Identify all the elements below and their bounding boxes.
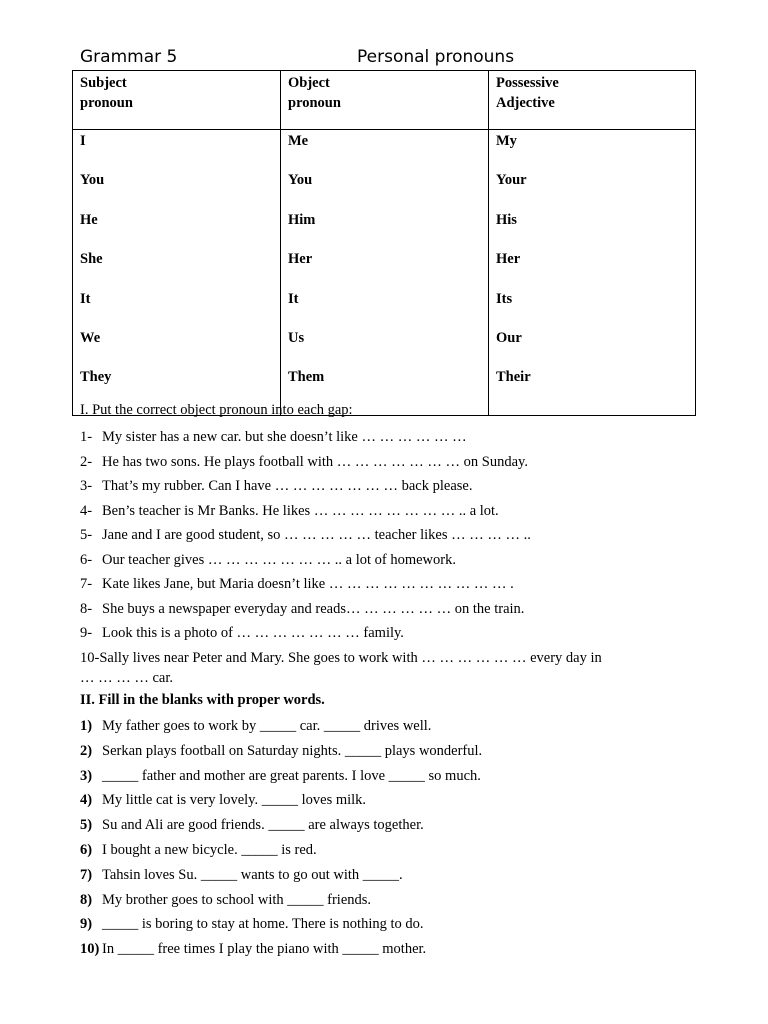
list-item	[80, 890, 700, 915]
table-cell: They	[80, 369, 112, 386]
item-text: Look this is a photo of … … … … … … … family.	[102, 625, 404, 641]
table-cell: We	[80, 329, 101, 346]
item-10-line-1: 10-Sally lives near Peter and Mary. She goes to work with … … … … … … every day in	[80, 649, 602, 666]
list-item	[80, 427, 700, 452]
item-number: 7-	[80, 576, 93, 592]
item-text: In _____ free times I play the piano with _____ mother.	[102, 941, 427, 958]
item-10-line-2: … … … … car.	[80, 669, 174, 686]
table-body-row	[73, 130, 696, 416]
item-number: 6-	[80, 551, 93, 568]
table-cell: He	[80, 211, 98, 228]
item-text: _____ father and mother are great parents. I love _____ so much.	[102, 767, 481, 784]
exercise2-list	[80, 716, 700, 964]
list-item	[80, 574, 700, 599]
list-item	[80, 939, 700, 964]
table-cell: Her	[496, 251, 521, 268]
table-cell: Us	[288, 329, 305, 346]
item-text: Serkan plays football on Saturday nights. _____ plays wonderful.	[102, 742, 483, 759]
item-text: My sister has a new car. but she doesn’t like … … … … … …	[102, 429, 467, 445]
item-number: 3-	[80, 478, 93, 494]
list-item	[80, 525, 700, 550]
list-item	[80, 914, 700, 939]
list-item	[80, 476, 700, 501]
table-cell: Our	[496, 329, 522, 346]
item-text: That’s my rubber. Can I have … … … … … … … back please.	[102, 478, 473, 494]
item-number: 5)	[80, 817, 93, 834]
item-text: She buys a newspaper everyday and reads… … … … … … on the train.	[102, 600, 525, 617]
list-item	[80, 716, 700, 741]
item-number: 2)	[80, 742, 93, 759]
worksheet-title: Personal pronouns	[357, 47, 515, 67]
list-item	[80, 815, 700, 840]
item-number: 1)	[80, 718, 93, 734]
subject-pronoun-column	[73, 130, 281, 416]
item-text: Tahsin loves Su. _____ wants to go out with _____.	[102, 866, 403, 883]
table-cell: Him	[288, 211, 316, 228]
table-cell: Them	[288, 369, 325, 386]
item-text	[80, 648, 678, 688]
item-text: He has two sons. He plays football with … … … … … … … on Sunday.	[102, 453, 528, 470]
item-number: 8-	[80, 600, 93, 617]
item-text: Su and Ali are good friends. _____ are always together.	[102, 817, 424, 834]
list-item	[80, 766, 700, 791]
list-item	[80, 599, 700, 624]
list-item	[80, 550, 700, 575]
table-cell: Its	[496, 290, 513, 307]
item-text: I bought a new bicycle. _____ is red.	[102, 841, 317, 858]
table-header-row	[73, 71, 696, 130]
table-cell: She	[80, 251, 103, 268]
table-cell: Your	[496, 172, 527, 189]
worksheet-number: Grammar 5	[80, 47, 178, 67]
item-text: Jane and I are good student, so … … … … … teacher likes … … … … ..	[102, 527, 531, 543]
list-item	[80, 452, 700, 477]
table-cell: His	[496, 211, 517, 228]
item-number: 3)	[80, 767, 93, 784]
header-possessive-adjective: Possessive Adjective	[489, 71, 696, 130]
exercise2-heading: II. Fill in the blanks with proper words.	[80, 692, 325, 708]
possessive-adjective-column	[489, 130, 696, 416]
item-number: 7)	[80, 866, 93, 883]
item-number: 8)	[80, 891, 93, 908]
table-cell: It	[80, 290, 91, 307]
list-item	[80, 790, 700, 815]
exercise1-heading: I. Put the correct object pronoun into each gap:	[80, 402, 353, 418]
list-item	[80, 840, 700, 865]
list-item	[80, 623, 700, 648]
title-row	[80, 47, 700, 71]
item-number: 4)	[80, 792, 93, 809]
table-cell: You	[288, 172, 313, 189]
item-text: _____ is boring to stay at home. There is nothing to do.	[102, 916, 424, 933]
header-subject-pronoun: Subject pronoun	[73, 71, 281, 130]
item-number: 9-	[80, 625, 93, 641]
table-cell: Her	[288, 251, 313, 268]
item-text: My brother goes to school with _____ friends.	[102, 891, 372, 908]
item-text: Our teacher gives … … … … … … … .. a lot of homework.	[102, 551, 456, 568]
item-text: My father goes to work by _____ car. _____ drives well.	[102, 718, 432, 734]
exercise1-list	[80, 427, 700, 688]
item-number: 9)	[80, 916, 93, 933]
table-cell: It	[288, 290, 299, 307]
table-cell: You	[80, 172, 105, 189]
object-pronoun-column	[281, 130, 489, 416]
item-number: 1-	[80, 429, 93, 445]
item-text: My little cat is very lovely. _____ loves milk.	[102, 792, 367, 809]
table-cell: I	[80, 133, 86, 149]
item-number: 4-	[80, 502, 93, 519]
item-text: Ben’s teacher is Mr Banks. He likes … … … … … … … … .. a lot.	[102, 502, 499, 519]
item-text: Kate likes Jane, but Maria doesn’t like … … … … … … … … … … .	[102, 576, 514, 592]
table-cell: Their	[496, 369, 531, 386]
list-item	[80, 741, 700, 766]
table-cell: Me	[288, 133, 309, 149]
pronoun-table	[72, 70, 696, 416]
item-number: 2-	[80, 453, 93, 470]
item-number: 5-	[80, 527, 93, 543]
item-number: 6)	[80, 841, 93, 858]
list-item	[80, 501, 700, 526]
list-item	[80, 865, 700, 890]
table-cell: My	[496, 133, 517, 149]
header-object-pronoun: Object pronoun	[281, 71, 489, 130]
item-number: 10)	[80, 941, 100, 958]
list-item	[80, 648, 700, 688]
